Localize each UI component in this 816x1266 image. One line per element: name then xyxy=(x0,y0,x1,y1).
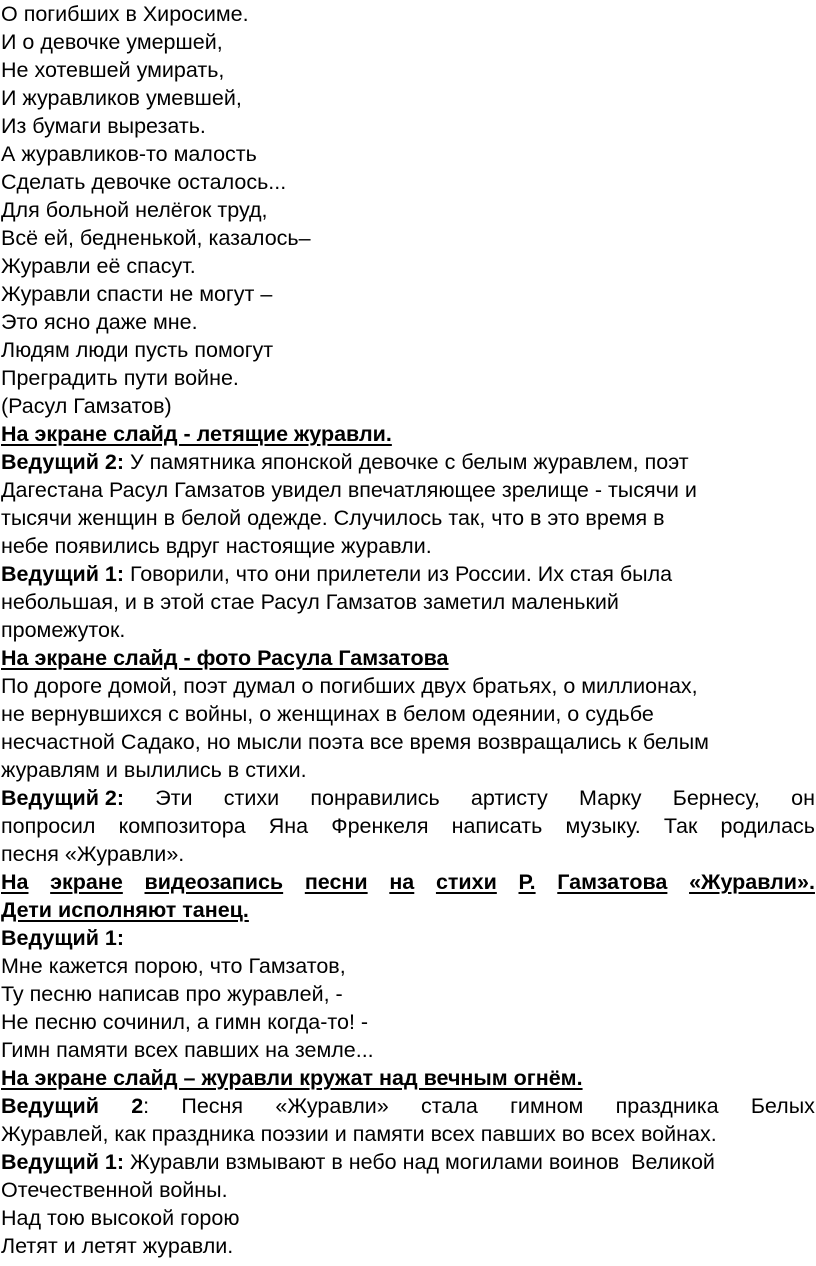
paragraph-text: промежуток. xyxy=(1,618,126,642)
paragraph-text: Отечественной войны. xyxy=(1,1178,228,1202)
word: музыку. xyxy=(565,814,641,838)
justified-line xyxy=(1,784,815,812)
paragraph-text: По дороге домой, поэт думал о погибших двух братьях, о миллионах, xyxy=(1,674,698,698)
poem-line: Преградить пути войне. xyxy=(1,366,239,390)
word: песни xyxy=(304,870,368,894)
speaker-label: Ведущий 1: xyxy=(1,1150,125,1174)
word: написать xyxy=(451,814,543,838)
poem-stanza-1 xyxy=(1,0,815,420)
justified-line xyxy=(1,868,815,896)
poem-line: Не хотевшей умирать, xyxy=(1,58,225,82)
document-page xyxy=(1,0,815,1260)
speaker-label-word: Ведущий xyxy=(1,1094,99,1118)
speaker-label-word: 2 xyxy=(131,1094,144,1118)
word: композитора xyxy=(118,814,246,838)
paragraph-text: Журавлей, как праздника поэзии и памяти всех павших во всех войнах. xyxy=(1,1122,717,1146)
word: понравились xyxy=(310,786,440,810)
paragraph-text: У памятника японской девочке с белым журавлем, поэт xyxy=(124,450,689,474)
poem-line: Ту песню написав про журавлей, - xyxy=(1,982,343,1006)
word: Белых xyxy=(750,1094,815,1118)
word: Эти xyxy=(155,786,193,810)
word: гимном xyxy=(510,1094,584,1118)
poem-line: Людям люди пусть помогут xyxy=(1,338,274,362)
poem-line: Мне кажется порою, что Гамзатов, xyxy=(1,954,346,978)
narration-paragraph xyxy=(1,672,815,784)
poem-line: Гимн памяти всех павших на земле... xyxy=(1,1038,374,1062)
poem-attribution: (Расул Гамзатов) xyxy=(1,394,172,418)
word: : xyxy=(143,1094,150,1118)
speaker-label: Ведущий 2: xyxy=(1,450,125,474)
poem-line: Для больной нелёгок труд, xyxy=(1,198,268,222)
speaker-paragraph xyxy=(1,1148,815,1204)
paragraph-text: небе появились вдруг настоящие журавли. xyxy=(1,534,432,558)
word: «Журавли» xyxy=(275,1094,389,1118)
speaker-verse xyxy=(1,924,815,1064)
word: стихи xyxy=(223,786,280,810)
word: он xyxy=(791,786,815,810)
poem-line: Из бумаги вырезать. xyxy=(1,114,206,138)
justified-line xyxy=(1,1092,815,1120)
word: Песня xyxy=(181,1094,244,1118)
paragraph-text: Говорили, что они прилетели из России. Их стая была xyxy=(124,562,673,586)
speaker-paragraph xyxy=(1,448,815,560)
word: Марку xyxy=(579,786,642,810)
stage-direction xyxy=(1,868,815,924)
stage-direction: На экране слайд - фото Расула Гамзатова xyxy=(1,646,449,670)
speaker-paragraph xyxy=(1,784,815,868)
poem-line: Всё ей, бедненькой, казалось– xyxy=(1,226,311,250)
poem-line: О погибших в Хиросиме. xyxy=(1,2,249,26)
speaker-label: Ведущий 1: xyxy=(1,562,125,586)
justified-line xyxy=(1,812,815,840)
stage-direction: На экране слайд - летящие журавли. xyxy=(1,422,392,446)
poem-line: Над тою высокой горою xyxy=(1,1206,240,1230)
word: праздника xyxy=(615,1094,719,1118)
word: Так xyxy=(663,814,698,838)
word: попросил xyxy=(1,814,96,838)
word: видеозапись xyxy=(144,870,284,894)
poem-line: Не песню сочинил, а гимн когда-то! - xyxy=(1,1010,369,1034)
poem-line: А журавликов-то малость xyxy=(1,142,257,166)
word: стихи xyxy=(435,870,497,894)
paragraph-text: не вернувшихся с войны, о женщинах в белом одеянии, о судьбе xyxy=(1,702,654,726)
paragraph-text: тысячи женщин в белой одежде. Случилось так, что в это время в xyxy=(1,506,665,530)
word: Р. xyxy=(518,870,536,894)
word: на xyxy=(389,870,415,894)
speaker-label: Ведущий 2: xyxy=(1,786,125,810)
poem-line: Журавли спасти не могут – xyxy=(1,282,273,306)
paragraph-text: Дагестана Расул Гамзатов увидел впечатляющее зрелище - тысячи и xyxy=(1,478,697,502)
word: Гамзатова xyxy=(557,870,668,894)
paragraph-text: песня «Журавли». xyxy=(1,842,185,866)
word: Бернесу, xyxy=(672,786,760,810)
word: экране xyxy=(50,870,123,894)
poem-line: Журавли её спасут. xyxy=(1,254,196,278)
paragraph-text: небольшая, и в этой стае Расул Гамзатов заметил маленький xyxy=(1,590,619,614)
paragraph-text: Журавли взмывают в небо над могилами воинов Великой xyxy=(124,1150,715,1174)
word: «Журавли». xyxy=(689,870,815,894)
poem-line: И журавликов умевшей, xyxy=(1,86,242,110)
word: Яна xyxy=(268,814,309,838)
poem-line: Сделать девочке осталось... xyxy=(1,170,287,194)
word: артисту xyxy=(470,786,548,810)
word: родилась xyxy=(720,814,815,838)
speaker-paragraph xyxy=(1,560,815,644)
poem-line: И о девочке умершей, xyxy=(1,30,223,54)
paragraph-text: несчастной Садако, но мысли поэта все время возвращались к белым xyxy=(1,730,709,754)
word: стала xyxy=(421,1094,478,1118)
speaker-paragraph xyxy=(1,1092,815,1148)
poem-line: Это ясно даже мне. xyxy=(1,310,198,334)
word: На xyxy=(1,870,29,894)
word: Френкеля xyxy=(331,814,429,838)
paragraph-text: журавлям и вылились в стихи. xyxy=(1,758,307,782)
poem-line: Летят и летят журавли. xyxy=(1,1234,234,1258)
stage-direction-line: Дети исполняют танец. xyxy=(1,898,249,922)
speaker-label: Ведущий 1: xyxy=(1,926,125,950)
poem-stanza-2 xyxy=(1,1204,815,1260)
stage-direction: На экране слайд – журавли кружат над вечным огнём. xyxy=(1,1066,583,1090)
